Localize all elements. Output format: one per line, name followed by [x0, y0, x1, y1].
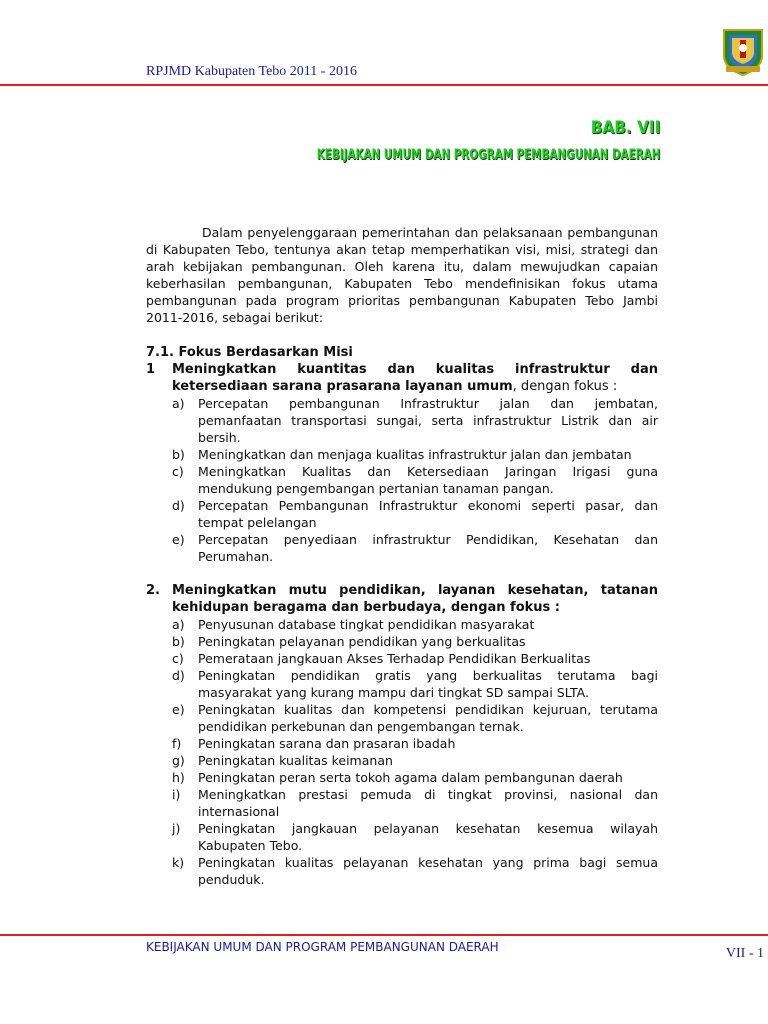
- list-item: [172, 735, 658, 752]
- list-item: [172, 616, 658, 633]
- item-label: k): [172, 855, 185, 870]
- list-item: [172, 497, 658, 531]
- item-text: Percepatan penyediaan infrastruktur Pendidikan, Kesehatan dan Perumahan.: [198, 532, 658, 564]
- item-text: Meningkatkan dan menjaga kualitas infrastruktur jalan dan jembatan: [198, 447, 632, 462]
- header-divider: [0, 84, 768, 86]
- item-label: j): [172, 821, 181, 836]
- list-item: [172, 463, 658, 497]
- running-header-title: RPJMD Kabupaten Tebo 2011 - 2016: [146, 64, 357, 79]
- running-footer-title: KEBIJAKAN UMUM DAN PROGRAM PEMBANGUNAN DAERAH: [146, 940, 499, 954]
- point-bold-text: Meningkatkan mutu pendidikan, layanan kesehatan, tatanan kehidupan beragama dan berbudaya, dengan fokus :: [172, 583, 658, 615]
- item-label: e): [172, 532, 185, 547]
- item-label: a): [172, 396, 185, 411]
- point-bold-text: Meningkatkan kuantitas dan kualitas infrastruktur dan ketersediaan sarana prasarana layanan umum: [172, 362, 658, 394]
- regency-emblem-icon: [718, 26, 768, 76]
- item-label: i): [172, 787, 181, 802]
- point-number: 2.: [146, 583, 160, 598]
- focus-point-2: [146, 582, 658, 616]
- item-text: Peningkatan sarana dan prasaran ibadah: [198, 736, 456, 751]
- point-rest-text: , dengan fokus :: [512, 379, 618, 394]
- item-label: d): [172, 668, 185, 683]
- point-statement: [172, 582, 658, 616]
- list-item: [172, 446, 658, 463]
- item-text: Pemerataan jangkauan Akses Terhadap Pendidikan Berkualitas: [198, 651, 591, 666]
- item-text: Peningkatan pelayanan pendidikan yang berkualitas: [198, 634, 526, 649]
- list-item: [172, 667, 658, 701]
- item-text: Meningkatkan Kualitas dan Ketersediaan Jaringan Irigasi guna mendukung pengembangan pertanian tanaman pangan.: [198, 464, 658, 496]
- item-label: c): [172, 651, 184, 666]
- footer-divider: [0, 934, 768, 936]
- list-item: [172, 633, 658, 650]
- item-label: b): [172, 447, 185, 462]
- list-item: [172, 395, 658, 446]
- list-item: [172, 531, 658, 565]
- item-text: Peningkatan pendidikan gratis yang berkualitas terutama bagi masyarakat yang kurang mampu dari tingkat SD sampai SLTA.: [198, 668, 658, 700]
- item-label: g): [172, 753, 185, 768]
- focus-list-1: [146, 395, 658, 565]
- item-text: Peningkatan peran serta tokoh agama dalam pembangunan daerah: [198, 770, 623, 785]
- list-item: [172, 820, 658, 854]
- section-heading: 7.1. Fokus Berdasarkan Misi: [146, 345, 353, 360]
- focus-list-2: [146, 616, 658, 888]
- item-text: Penyusunan database tingkat pendidikan masyarakat: [198, 617, 535, 632]
- item-label: f): [172, 736, 182, 751]
- item-text: Percepatan Pembangunan Infrastruktur ekonomi seperti pasar, dan tempat pelelangan: [198, 498, 658, 530]
- list-item: [172, 701, 658, 735]
- item-label: c): [172, 464, 184, 479]
- item-label: d): [172, 498, 185, 513]
- intro-paragraph: Dalam penyelenggaraan pemerintahan dan pelaksanaan pembangunan di Kabupaten Tebo, tentunya akan tetap memperhatikan visi, misi, strategi dan arah kebijakan pembangunan. Oleh karena itu, dalam mewujudkan capaian keberhasilan pembangunan, Kabupaten Tebo mendefinisikan fokus utama pembangunan pada program prioritas pembangunan Kabupaten Tebo Jambi 2011-2016, sebagai berikut:: [146, 225, 658, 325]
- item-text: Peningkatan jangkauan pelayanan kesehatan kesemua wilayah Kabupaten Tebo.: [198, 821, 658, 853]
- point-statement: [172, 361, 658, 395]
- list-item: [172, 786, 658, 820]
- focus-point-1: [146, 361, 658, 395]
- item-text: Meningkatkan prestasi pemuda di tingkat provinsi, nasional dan internasional: [198, 787, 658, 819]
- list-item: [172, 650, 658, 667]
- item-text: Peningkatan kualitas keimanan: [198, 753, 393, 768]
- list-item: [172, 752, 658, 769]
- point-number: 1: [146, 362, 156, 377]
- item-label: b): [172, 634, 185, 649]
- list-item: [172, 854, 658, 888]
- item-label: h): [172, 770, 185, 785]
- main-content: [146, 224, 658, 888]
- chapter-number: BAB. VII: [590, 118, 660, 138]
- page-number: VII - 1: [725, 946, 764, 961]
- chapter-title: KEBIJAKAN UMUM DAN PROGRAM PEMBANGUNAN DAERAH: [316, 147, 660, 163]
- item-label: a): [172, 617, 185, 632]
- list-item: [172, 769, 658, 786]
- item-label: e): [172, 702, 185, 717]
- item-text: Peningkatan kualitas dan kompetensi pendidikan kejuruan, terutama pendidikan perkebunan dan pengembangan ternak.: [198, 702, 658, 734]
- item-text: Percepatan pembangunan Infrastruktur jalan dan jembatan, pemanfaatan transportasi sungai, serta infrastruktur Listrik dan air bersih.: [198, 396, 658, 445]
- item-text: Peningkatan kualitas pelayanan kesehatan yang prima bagi semua penduduk.: [198, 855, 658, 887]
